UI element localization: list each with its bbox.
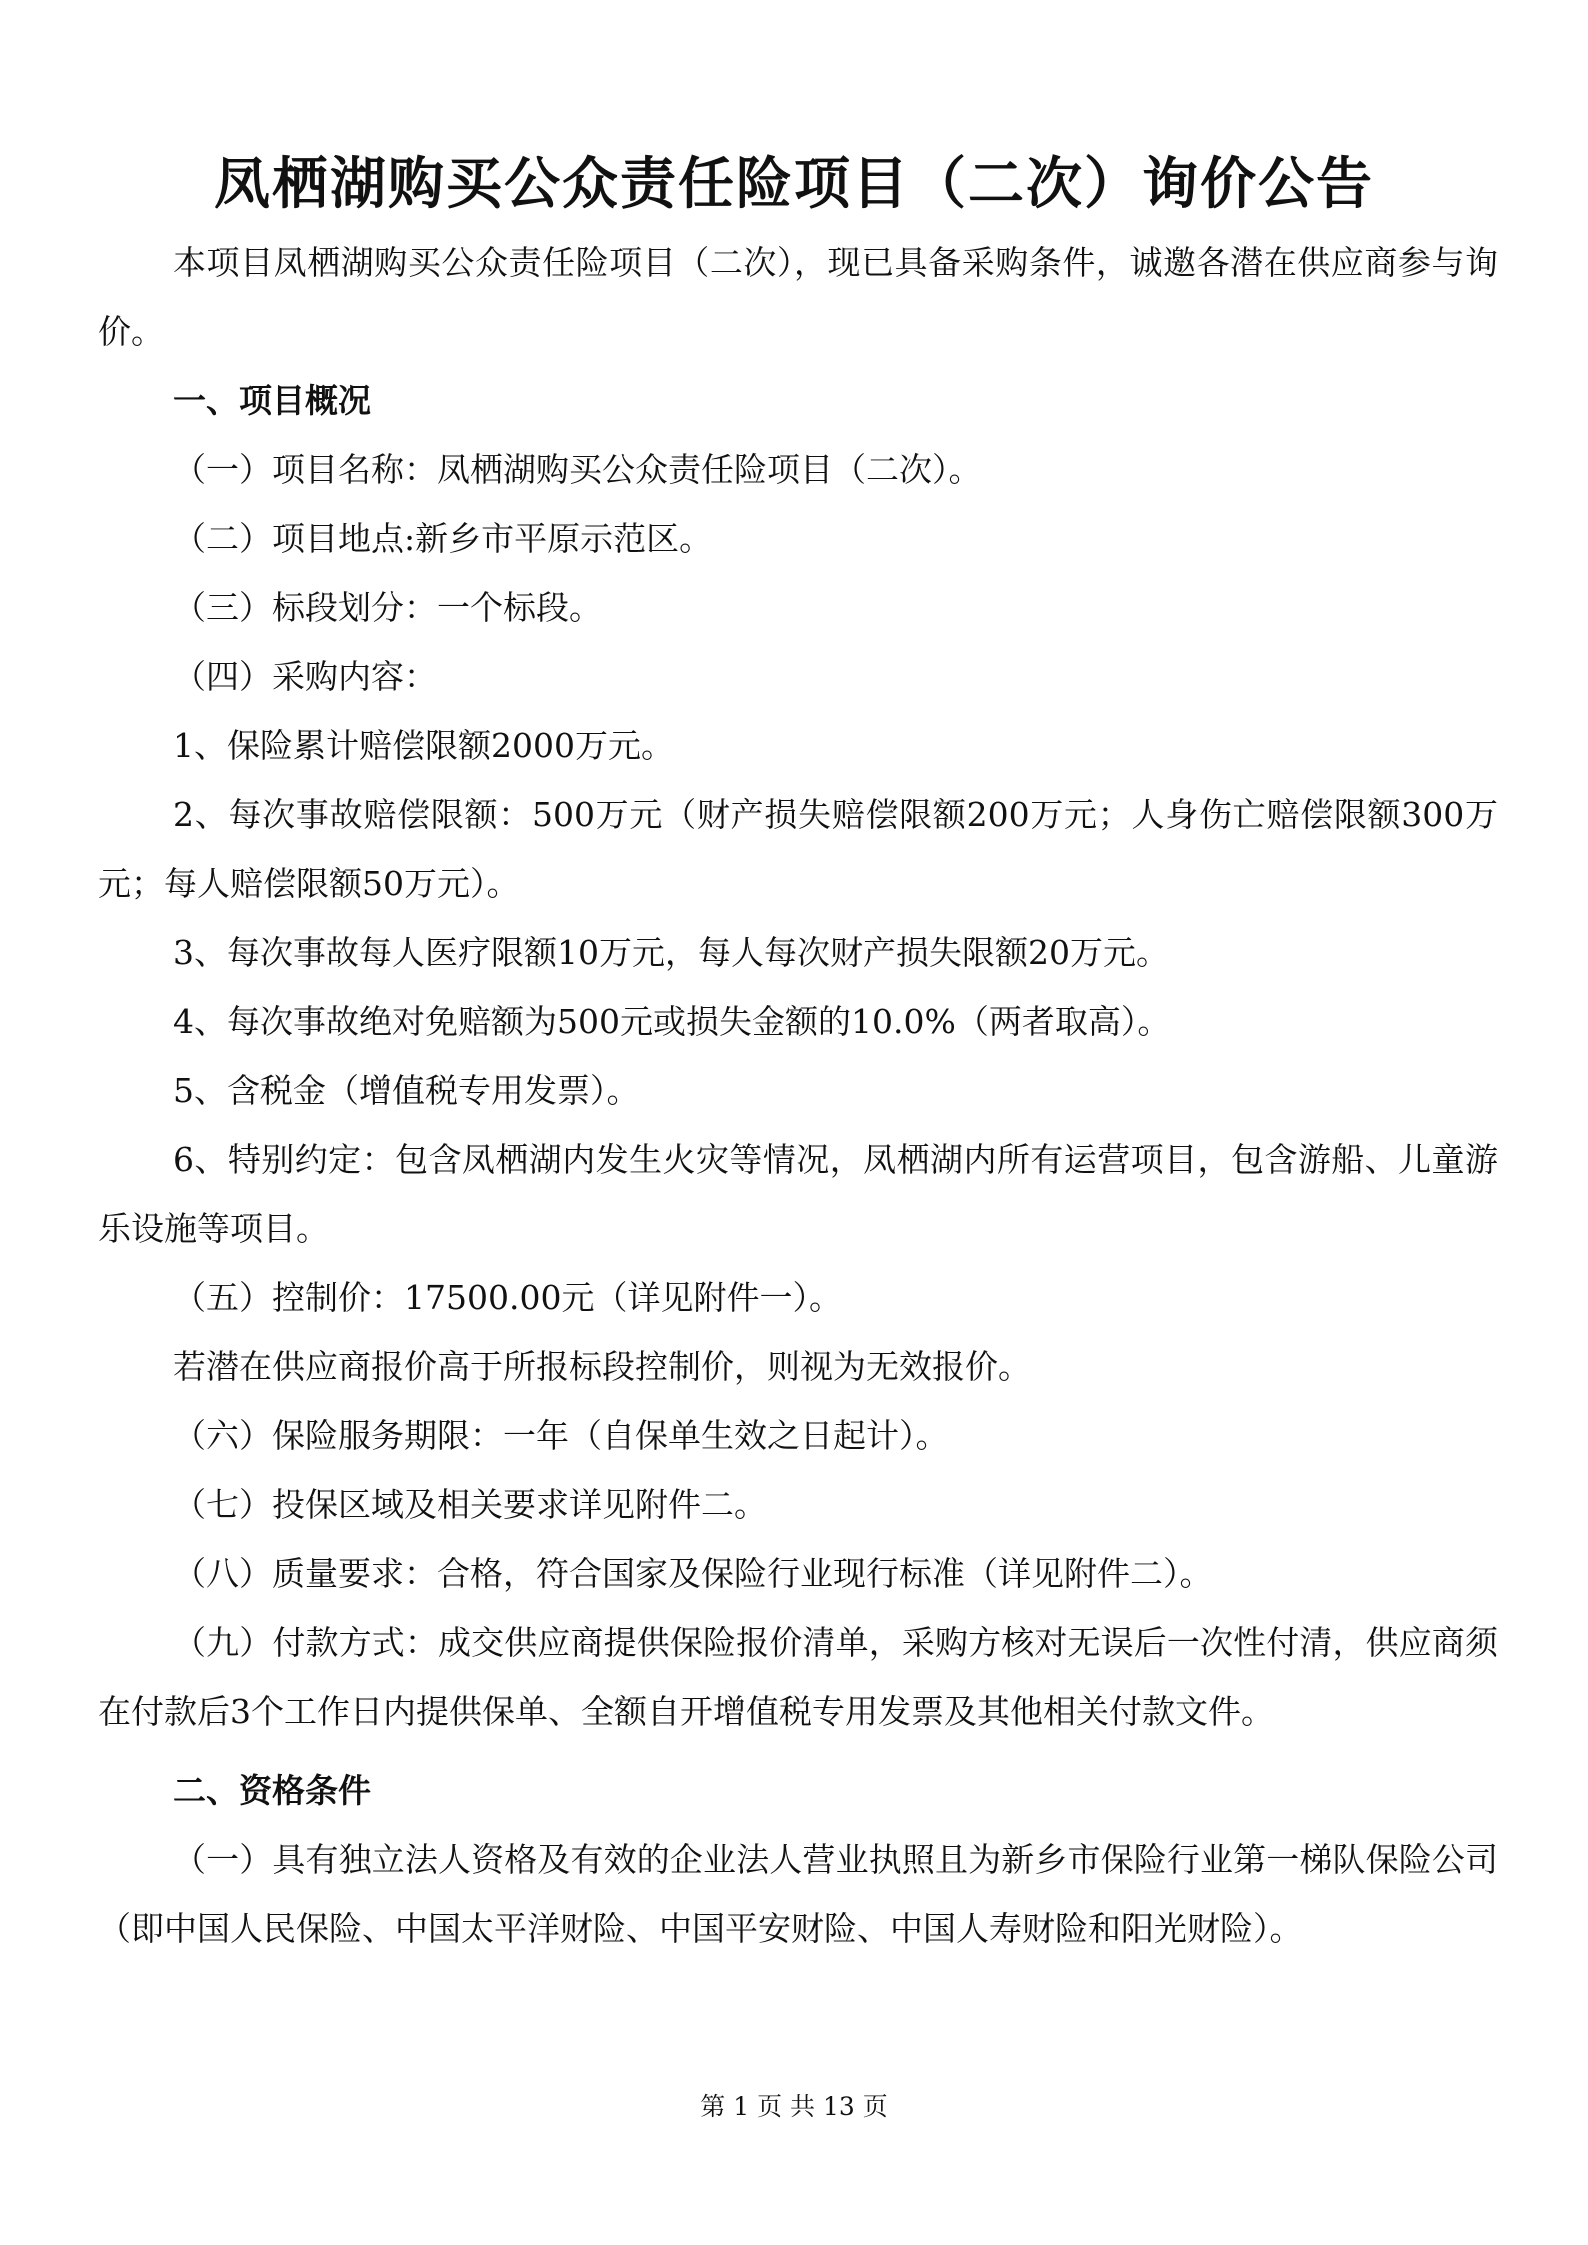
content-item-1: 1、保险累计赔偿限额2000万元。 <box>173 726 674 765</box>
service-period-item: （六）保险服务期限：一年（自保单生效之日起计）。 <box>173 1416 949 1455</box>
content-item-3: 3、每次事故每人医疗限额10万元，每人每次财产损失限额20万元。 <box>173 933 1169 972</box>
quality-requirement-item: （八）质量要求：合格，符合国家及保险行业现行标准（详见附件二）。 <box>173 1554 1213 1593</box>
control-price-item: （五）控制价：17500.00元（详见附件一）。 <box>173 1278 842 1317</box>
content-item-4: 4、每次事故绝对免赔额为500元或损失金额的10.0%（两者取高）。 <box>173 1002 1171 1041</box>
insured-area-item: （七）投保区域及相关要求详见附件二。 <box>173 1485 767 1524</box>
qualification-item-1: （一）具有独立法人资格及有效的企业法人营业执照且为新乡市保险行业第一梯队保险公司（即中国人民保险、中国太平洋财险、中国平安财险、中国人寿财险和阳光财险）。 <box>98 1840 1498 1948</box>
page-footer: 第 1 页 共 13 页 <box>700 2092 888 2121</box>
document-body <box>98 228 1498 1963</box>
procurement-content-item: （四）采购内容： <box>173 657 437 696</box>
payment-method-item: （九）付款方式：成交供应商提供保险报价清单，采购方核对无误后一次性付清，供应商须在付款后3个工作日内提供保单、全额自开增值税专用发票及其他相关付款文件。 <box>98 1623 1498 1731</box>
project-name-item: （一）项目名称：凤栖湖购买公众责任险项目（二次）。 <box>173 450 982 489</box>
section-spacer <box>98 1746 1498 1756</box>
content-item-5: 5、含税金（增值税专用发票）。 <box>173 1071 640 1110</box>
lot-division-item: （三）标段划分：一个标段。 <box>173 588 602 627</box>
project-location-item: （二）项目地点:新乡市平原示范区。 <box>173 519 713 558</box>
section-heading-overview: 一、项目概况 <box>173 381 371 420</box>
section-heading-qualification: 二、资格条件 <box>173 1771 371 1810</box>
content-item-6: 6、特别约定：包含凤栖湖内发生火灾等情况，凤栖湖内所有运营项目，包含游船、儿童游乐设施等项目。 <box>98 1140 1498 1248</box>
invalid-quote-note: 若潜在供应商报价高于所报标段控制价，则视为无效报价。 <box>173 1347 1031 1386</box>
content-item-2: 2、每次事故赔偿限额：500万元（财产损失赔偿限额200万元；人身伤亡赔偿限额300万元；每人赔偿限额50万元）。 <box>98 795 1498 903</box>
intro-paragraph: 本项目凤栖湖购买公众责任险项目（二次），现已具备采购条件，诚邀各潜在供应商参与询价。 <box>98 243 1498 351</box>
page-title: 凤栖湖购买公众责任险项目（二次）询价公告 <box>214 152 1374 217</box>
